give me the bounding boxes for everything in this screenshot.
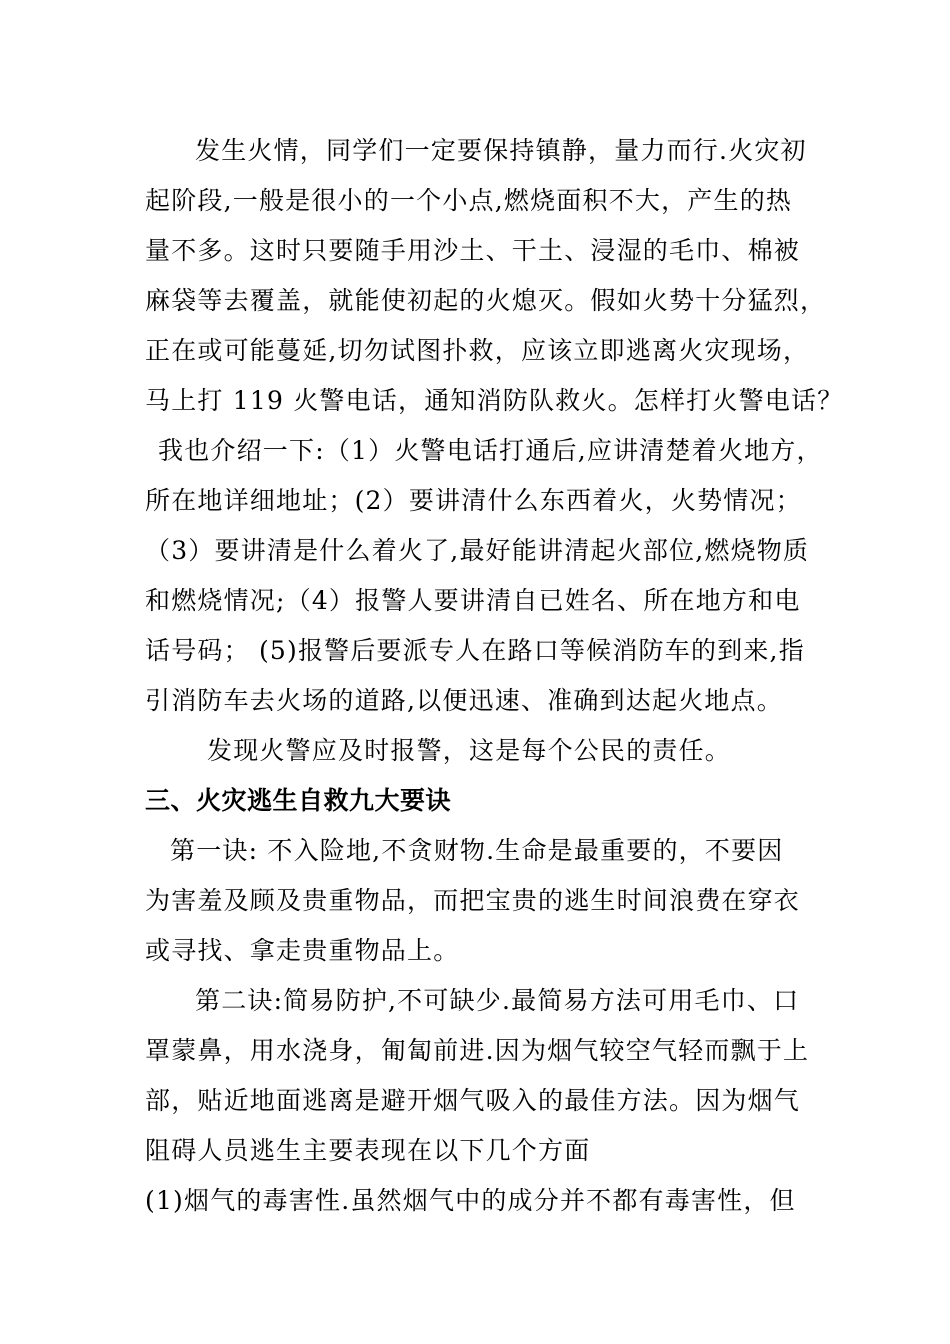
paragraph-line: 或寻找、拿走贵重物品上。	[145, 936, 460, 965]
paragraph-line: 第一诀: 不入险地,不贪财物.生命是最重要的，不要因	[170, 836, 784, 865]
paragraph-line: 麻袋等去覆盖，就能使初起的火熄灭。假如火势十分猛烈，	[145, 286, 827, 315]
paragraph-line: 所在地详细地址；(2）要讲清什么东西着火，火势情况；	[145, 486, 802, 515]
paragraph-line: 话号码； (5)报警后要派专人在路口等候消防车的到来,指	[145, 636, 805, 665]
paragraph-line: 和燃烧情况;（4）报警人要讲清自已姓名、所在地方和电	[145, 586, 801, 615]
paragraph-line: 引消防车去火场的道路,以便迅速、准确到达起火地点。	[145, 686, 783, 715]
paragraph-line: 发生火情，同学们一定要保持镇静，量力而行.火灾初	[195, 136, 807, 165]
paragraph-line: 马上打 119 火警电话，通知消防队救火。怎样打火警电话？	[145, 386, 844, 415]
paragraph-line: 阻碍人员逃生主要表现在以下几个方面	[145, 1136, 591, 1165]
paragraph-line: 第二诀:简易防护,不可缺少.最简易方法可用毛巾、口	[195, 986, 800, 1015]
paragraph-line: 部，贴近地面逃离是避开烟气吸入的最佳方法。因为烟气	[145, 1086, 801, 1115]
paragraph-line: (1)烟气的毒害性.虽然烟气中的成分并不都有毒害性，但	[145, 1186, 796, 1215]
paragraph-line: 正在或可能蔓延,切勿试图扑救，应该立即逃离火灾现场，	[145, 336, 810, 365]
paragraph-line: 发现火警应及时报警，这是每个公民的责任。	[207, 736, 732, 765]
paragraph-line: 起阶段,一般是很小的一个小点,燃烧面积不大，产生的热	[145, 186, 793, 215]
section-heading: 三、火灾逃生自救九大要诀	[145, 786, 452, 815]
paragraph-line: 为害羞及顾及贵重物品，而把宝贵的逃生时间浪费在穿衣	[145, 886, 801, 915]
paragraph-line: （3）要讲清是什么着火了,最好能讲清起火部位,燃烧物质	[145, 536, 810, 565]
paragraph-line: 我也介绍一下:（1）火警电话打通后,应讲清楚着火地方，	[158, 436, 823, 465]
paragraph-line: 罩蒙鼻，用水浇身，匍匐前进.因为烟气较空气轻而飘于上	[145, 1036, 810, 1065]
paragraph-line: 量不多。这时只要随手用沙土、干土、浸湿的毛巾、棉被	[145, 236, 801, 265]
